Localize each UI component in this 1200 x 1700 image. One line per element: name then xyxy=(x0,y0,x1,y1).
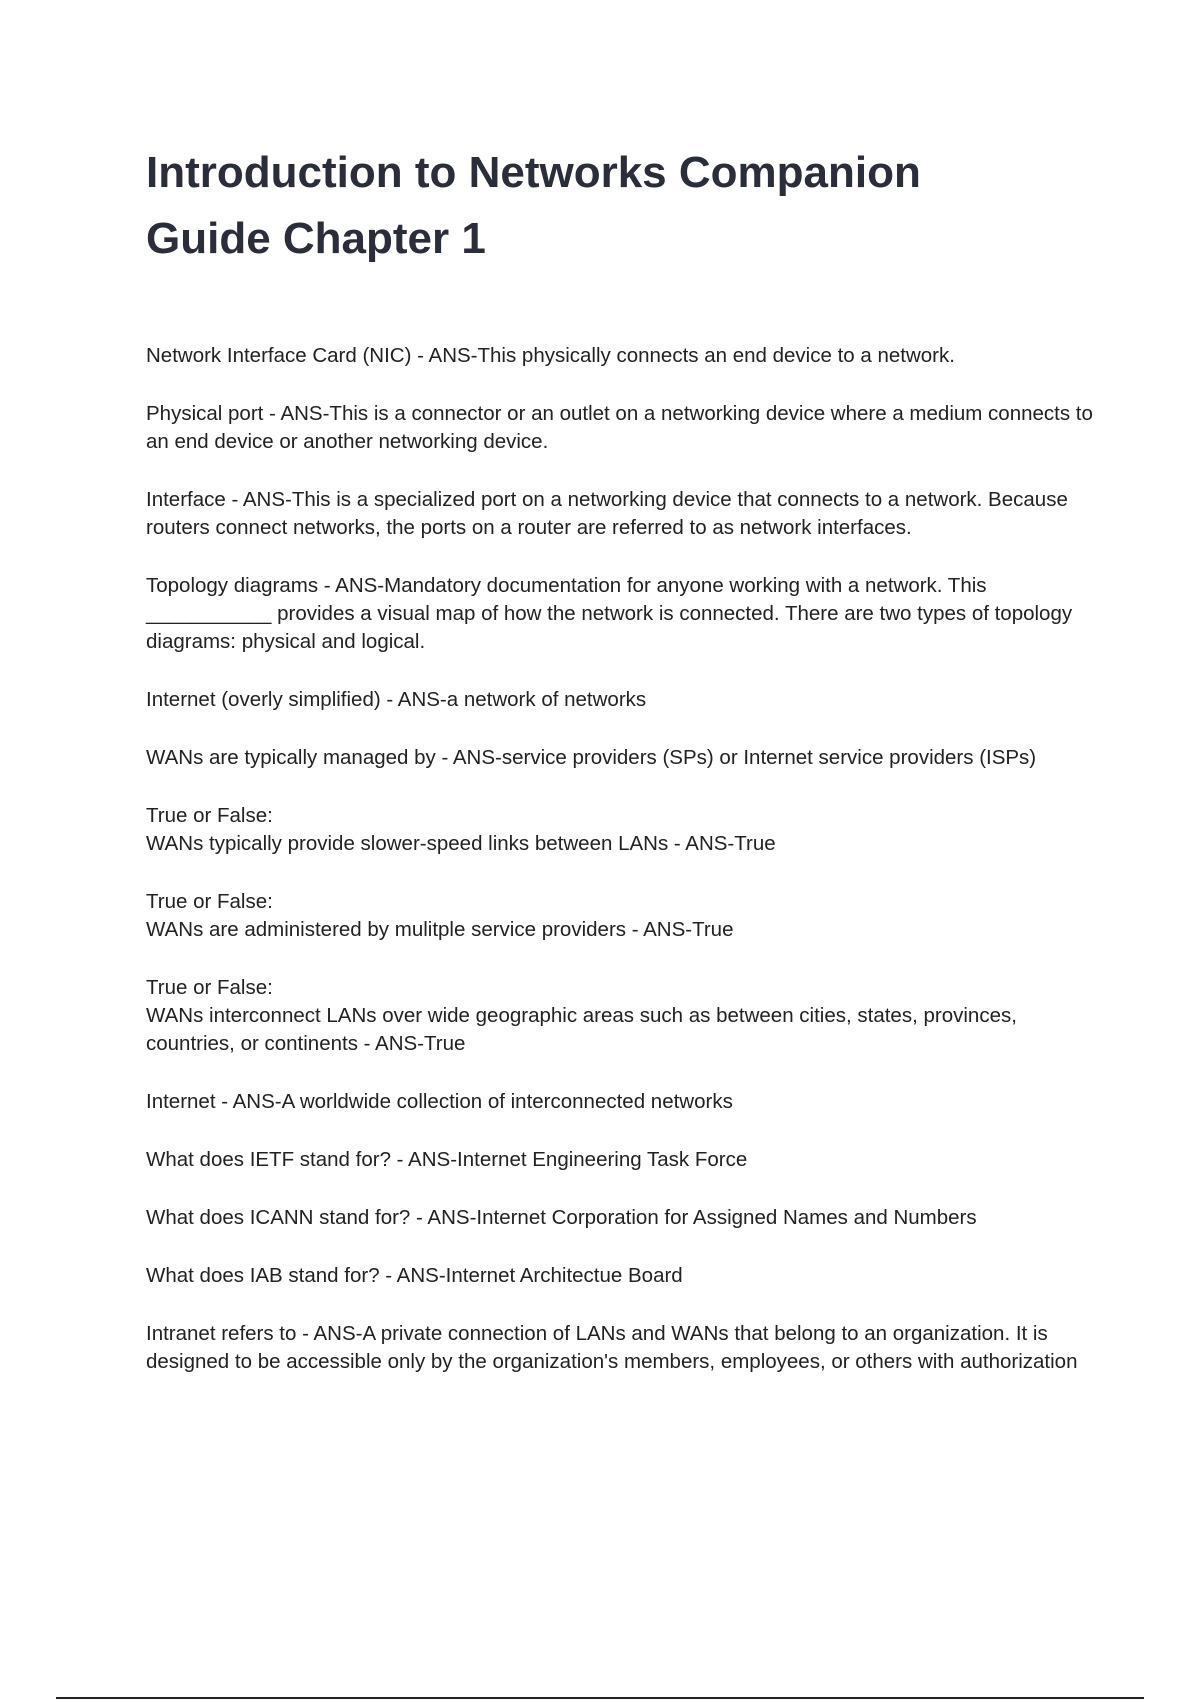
qa-item: True or False: WANs are administered by mulitple service providers - ANS-True xyxy=(146,890,734,941)
qa-item: Network Interface Card (NIC) - ANS-This physically connects an end device to a network. xyxy=(146,344,955,367)
document-page xyxy=(146,140,1106,1406)
qa-item: Physical port - ANS-This is a connector or an outlet on a networking device where a medium connects to an end device or another networking device. xyxy=(146,402,1093,453)
qa-item: What does IETF stand for? - ANS-Internet Engineering Task Force xyxy=(146,1148,748,1171)
qa-item: Internet (overly simplified) - ANS-a network of networks xyxy=(146,688,647,711)
qa-item: True or False: WANs typically provide slower-speed links between LANs - ANS-True xyxy=(146,804,776,855)
qa-item: What does ICANN stand for? - ANS-Internet Corporation for Assigned Names and Numbers xyxy=(146,1206,977,1229)
qa-list xyxy=(146,342,1106,1376)
footer-divider xyxy=(56,1697,1144,1699)
qa-item: Interface - ANS-This is a specialized port on a networking device that connects to a network. Because routers connect networks, the ports on a router are referred to as network interfaces. xyxy=(146,488,1068,539)
qa-item: What does IAB stand for? - ANS-Internet Architectue Board xyxy=(146,1264,683,1287)
qa-item: Intranet refers to - ANS-A private connection of LANs and WANs that belong to an organization. It is designed to be accessible only by the organization's members, employees, or others with authorization xyxy=(146,1322,1078,1373)
document-title: Introduction to Networks Companion Guide Chapter 1 xyxy=(146,148,921,263)
qa-item: WANs are typically managed by - ANS-service providers (SPs) or Internet service providers (ISPs) xyxy=(146,746,1037,769)
qa-item: True or False: WANs interconnect LANs over wide geographic areas such as between cities, states, provinces, countries, or continents - ANS-True xyxy=(146,976,1017,1055)
qa-item: Internet - ANS-A worldwide collection of interconnected networks xyxy=(146,1090,733,1113)
qa-item: Topology diagrams - ANS-Mandatory documentation for anyone working with a network. This ___________ provides a visual map of how the network is connected. There are two types of topology diagrams: physical and logical. xyxy=(146,574,1073,653)
